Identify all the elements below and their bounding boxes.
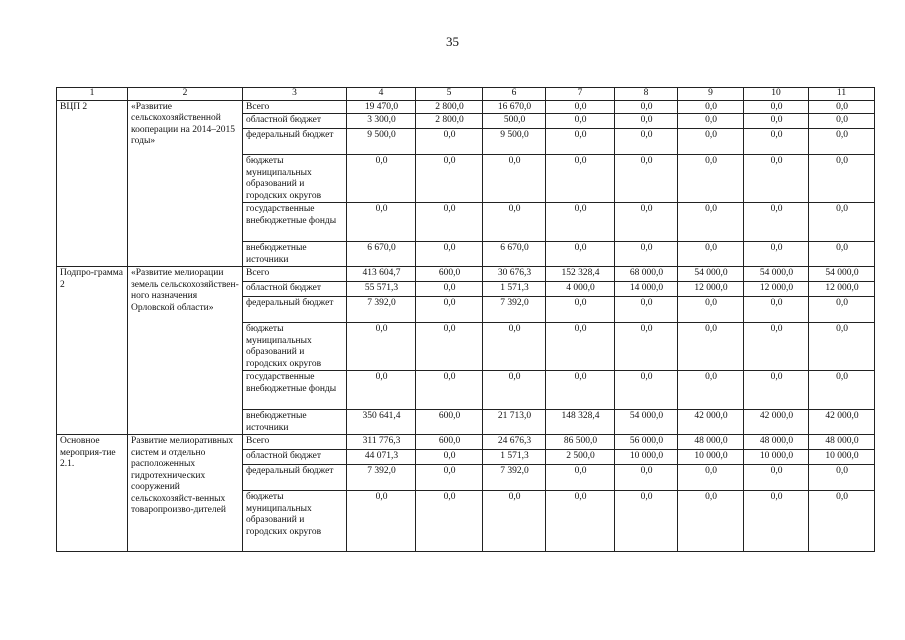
budget-table [56, 87, 875, 552]
funding-source: областной бюджет [243, 282, 347, 297]
funding-source: бюджеты муниципальных образований и городских округов [243, 491, 347, 552]
amount-cell: 12 000,0 [678, 282, 744, 297]
amount-cell: 0,0 [809, 114, 875, 129]
amount-cell: 0,0 [483, 491, 546, 552]
funding-source: Всего [243, 100, 347, 114]
funding-source: Всего [243, 435, 347, 450]
amount-cell: 0,0 [678, 100, 744, 114]
amount-cell: 311 776,3 [347, 435, 416, 450]
amount-cell: 0,0 [347, 203, 416, 242]
amount-cell: 0,0 [809, 371, 875, 410]
amount-cell: 0,0 [615, 114, 678, 129]
amount-cell: 0,0 [744, 297, 809, 323]
amount-cell: 24 676,3 [483, 435, 546, 450]
amount-cell: 30 676,3 [483, 267, 546, 282]
amount-cell: 21 713,0 [483, 410, 546, 435]
amount-cell: 0,0 [678, 155, 744, 203]
amount-cell: 0,0 [347, 491, 416, 552]
amount-cell: 4 000,0 [546, 282, 615, 297]
funding-source: бюджеты муниципальных образований и городских округов [243, 155, 347, 203]
amount-cell: 0,0 [347, 155, 416, 203]
program-code: Основное мероприя-тие 2.1. [57, 435, 128, 552]
amount-cell: 42 000,0 [678, 410, 744, 435]
amount-cell: 68 000,0 [615, 267, 678, 282]
amount-cell: 0,0 [744, 129, 809, 155]
amount-cell: 54 000,0 [615, 410, 678, 435]
program-name: «Развитие сельскохозяйственной кооперации на 2014–2015 годы» [128, 100, 243, 267]
amount-cell: 12 000,0 [744, 282, 809, 297]
amount-cell: 0,0 [678, 297, 744, 323]
amount-cell: 56 000,0 [615, 435, 678, 450]
amount-cell: 0,0 [416, 155, 483, 203]
amount-cell: 0,0 [678, 491, 744, 552]
amount-cell: 148 328,4 [546, 410, 615, 435]
funding-source: федеральный бюджет [243, 465, 347, 491]
program-code: Подпро-грамма 2 [57, 267, 128, 435]
amount-cell: 0,0 [615, 155, 678, 203]
amount-cell: 600,0 [416, 410, 483, 435]
amount-cell: 1 571,3 [483, 282, 546, 297]
amount-cell: 10 000,0 [615, 450, 678, 465]
amount-cell: 0,0 [744, 100, 809, 114]
amount-cell: 42 000,0 [809, 410, 875, 435]
amount-cell: 0,0 [347, 323, 416, 371]
amount-cell: 55 571,3 [347, 282, 416, 297]
amount-cell: 0,0 [546, 155, 615, 203]
amount-cell: 0,0 [615, 297, 678, 323]
amount-cell: 0,0 [416, 323, 483, 371]
amount-cell: 0,0 [809, 203, 875, 242]
amount-cell: 10 000,0 [809, 450, 875, 465]
program-code: ВЦП 2 [57, 100, 128, 267]
amount-cell: 48 000,0 [809, 435, 875, 450]
column-number: 5 [416, 88, 483, 101]
amount-cell: 1 571,3 [483, 450, 546, 465]
amount-cell: 2 500,0 [546, 450, 615, 465]
amount-cell: 0,0 [678, 242, 744, 267]
amount-cell: 7 392,0 [483, 297, 546, 323]
amount-cell: 0,0 [483, 203, 546, 242]
amount-cell: 0,0 [744, 155, 809, 203]
amount-cell: 0,0 [744, 242, 809, 267]
amount-cell: 54 000,0 [744, 267, 809, 282]
funding-source: федеральный бюджет [243, 129, 347, 155]
amount-cell: 0,0 [416, 203, 483, 242]
amount-cell: 0,0 [416, 129, 483, 155]
amount-cell: 0,0 [744, 114, 809, 129]
amount-cell: 0,0 [416, 491, 483, 552]
amount-cell: 0,0 [483, 155, 546, 203]
amount-cell: 2 800,0 [416, 114, 483, 129]
amount-cell: 350 641,4 [347, 410, 416, 435]
amount-cell: 0,0 [615, 323, 678, 371]
column-number: 9 [678, 88, 744, 101]
column-number: 1 [57, 88, 128, 101]
amount-cell: 0,0 [615, 129, 678, 155]
amount-cell: 10 000,0 [744, 450, 809, 465]
column-number: 4 [347, 88, 416, 101]
amount-cell: 0,0 [744, 465, 809, 491]
amount-cell: 0,0 [809, 100, 875, 114]
amount-cell: 0,0 [416, 371, 483, 410]
amount-cell: 10 000,0 [678, 450, 744, 465]
amount-cell: 0,0 [615, 100, 678, 114]
amount-cell: 6 670,0 [483, 242, 546, 267]
amount-cell: 0,0 [615, 242, 678, 267]
page-number: 35 [446, 34, 459, 49]
funding-source: внебюджетные источники [243, 410, 347, 435]
program-name: «Развитие мелиорации земель сельскохозяйствен-ного назначения Орловской области» [128, 267, 243, 435]
amount-cell: 0,0 [546, 203, 615, 242]
amount-cell: 0,0 [615, 203, 678, 242]
amount-cell: 0,0 [416, 450, 483, 465]
amount-cell: 0,0 [615, 371, 678, 410]
amount-cell: 0,0 [546, 491, 615, 552]
amount-cell: 6 670,0 [347, 242, 416, 267]
amount-cell: 54 000,0 [809, 267, 875, 282]
funding-source: областной бюджет [243, 450, 347, 465]
amount-cell: 12 000,0 [809, 282, 875, 297]
amount-cell: 48 000,0 [678, 435, 744, 450]
amount-cell: 9 500,0 [347, 129, 416, 155]
amount-cell: 0,0 [678, 114, 744, 129]
table-row [57, 435, 875, 450]
column-number: 7 [546, 88, 615, 101]
amount-cell: 0,0 [416, 282, 483, 297]
program-name: Развитие мелиоративных систем и отдельно расположенных гидротехнических сооружений сельскохозяйст-венных товаропроизво-дителей [128, 435, 243, 552]
amount-cell: 152 328,4 [546, 267, 615, 282]
column-number: 2 [128, 88, 243, 101]
amount-cell: 0,0 [546, 371, 615, 410]
amount-cell: 0,0 [809, 155, 875, 203]
amount-cell: 16 670,0 [483, 100, 546, 114]
amount-cell: 500,0 [483, 114, 546, 129]
table-row [57, 100, 875, 114]
amount-cell: 0,0 [615, 465, 678, 491]
funding-source: областной бюджет [243, 114, 347, 129]
amount-cell: 0,0 [678, 465, 744, 491]
amount-cell: 0,0 [744, 371, 809, 410]
amount-cell: 48 000,0 [744, 435, 809, 450]
amount-cell: 413 604,7 [347, 267, 416, 282]
amount-cell: 54 000,0 [678, 267, 744, 282]
amount-cell: 7 392,0 [347, 465, 416, 491]
amount-cell: 0,0 [546, 129, 615, 155]
amount-cell: 0,0 [744, 323, 809, 371]
amount-cell: 0,0 [809, 242, 875, 267]
amount-cell: 0,0 [615, 491, 678, 552]
column-number: 8 [615, 88, 678, 101]
amount-cell: 0,0 [809, 297, 875, 323]
amount-cell: 0,0 [678, 203, 744, 242]
amount-cell: 0,0 [546, 242, 615, 267]
funding-source: государственные внебюджетные фонды [243, 371, 347, 410]
amount-cell: 0,0 [546, 297, 615, 323]
amount-cell: 0,0 [678, 129, 744, 155]
amount-cell: 14 000,0 [615, 282, 678, 297]
funding-source: внебюджетные источники [243, 242, 347, 267]
header-row [57, 88, 875, 101]
amount-cell: 0,0 [416, 465, 483, 491]
column-number: 6 [483, 88, 546, 101]
amount-cell: 0,0 [416, 242, 483, 267]
amount-cell: 9 500,0 [483, 129, 546, 155]
amount-cell: 19 470,0 [347, 100, 416, 114]
amount-cell: 44 071,3 [347, 450, 416, 465]
funding-source: Всего [243, 267, 347, 282]
funding-source: федеральный бюджет [243, 297, 347, 323]
amount-cell: 42 000,0 [744, 410, 809, 435]
amount-cell: 0,0 [809, 465, 875, 491]
amount-cell: 0,0 [744, 203, 809, 242]
amount-cell: 0,0 [744, 491, 809, 552]
amount-cell: 600,0 [416, 435, 483, 450]
amount-cell: 0,0 [483, 371, 546, 410]
amount-cell: 0,0 [416, 297, 483, 323]
amount-cell: 86 500,0 [546, 435, 615, 450]
amount-cell: 3 300,0 [347, 114, 416, 129]
funding-source: бюджеты муниципальных образований и городских округов [243, 323, 347, 371]
amount-cell: 0,0 [809, 323, 875, 371]
amount-cell: 0,0 [546, 114, 615, 129]
column-number: 3 [243, 88, 347, 101]
amount-cell: 0,0 [546, 465, 615, 491]
amount-cell: 0,0 [678, 323, 744, 371]
amount-cell: 0,0 [546, 100, 615, 114]
amount-cell: 0,0 [347, 371, 416, 410]
column-number: 10 [744, 88, 809, 101]
table-row [57, 267, 875, 282]
amount-cell: 0,0 [546, 323, 615, 371]
amount-cell: 7 392,0 [347, 297, 416, 323]
amount-cell: 2 800,0 [416, 100, 483, 114]
amount-cell: 7 392,0 [483, 465, 546, 491]
amount-cell: 600,0 [416, 267, 483, 282]
amount-cell: 0,0 [483, 323, 546, 371]
amount-cell: 0,0 [809, 491, 875, 552]
amount-cell: 0,0 [809, 129, 875, 155]
funding-source: государственные внебюджетные фонды [243, 203, 347, 242]
amount-cell: 0,0 [678, 371, 744, 410]
column-number: 11 [809, 88, 875, 101]
